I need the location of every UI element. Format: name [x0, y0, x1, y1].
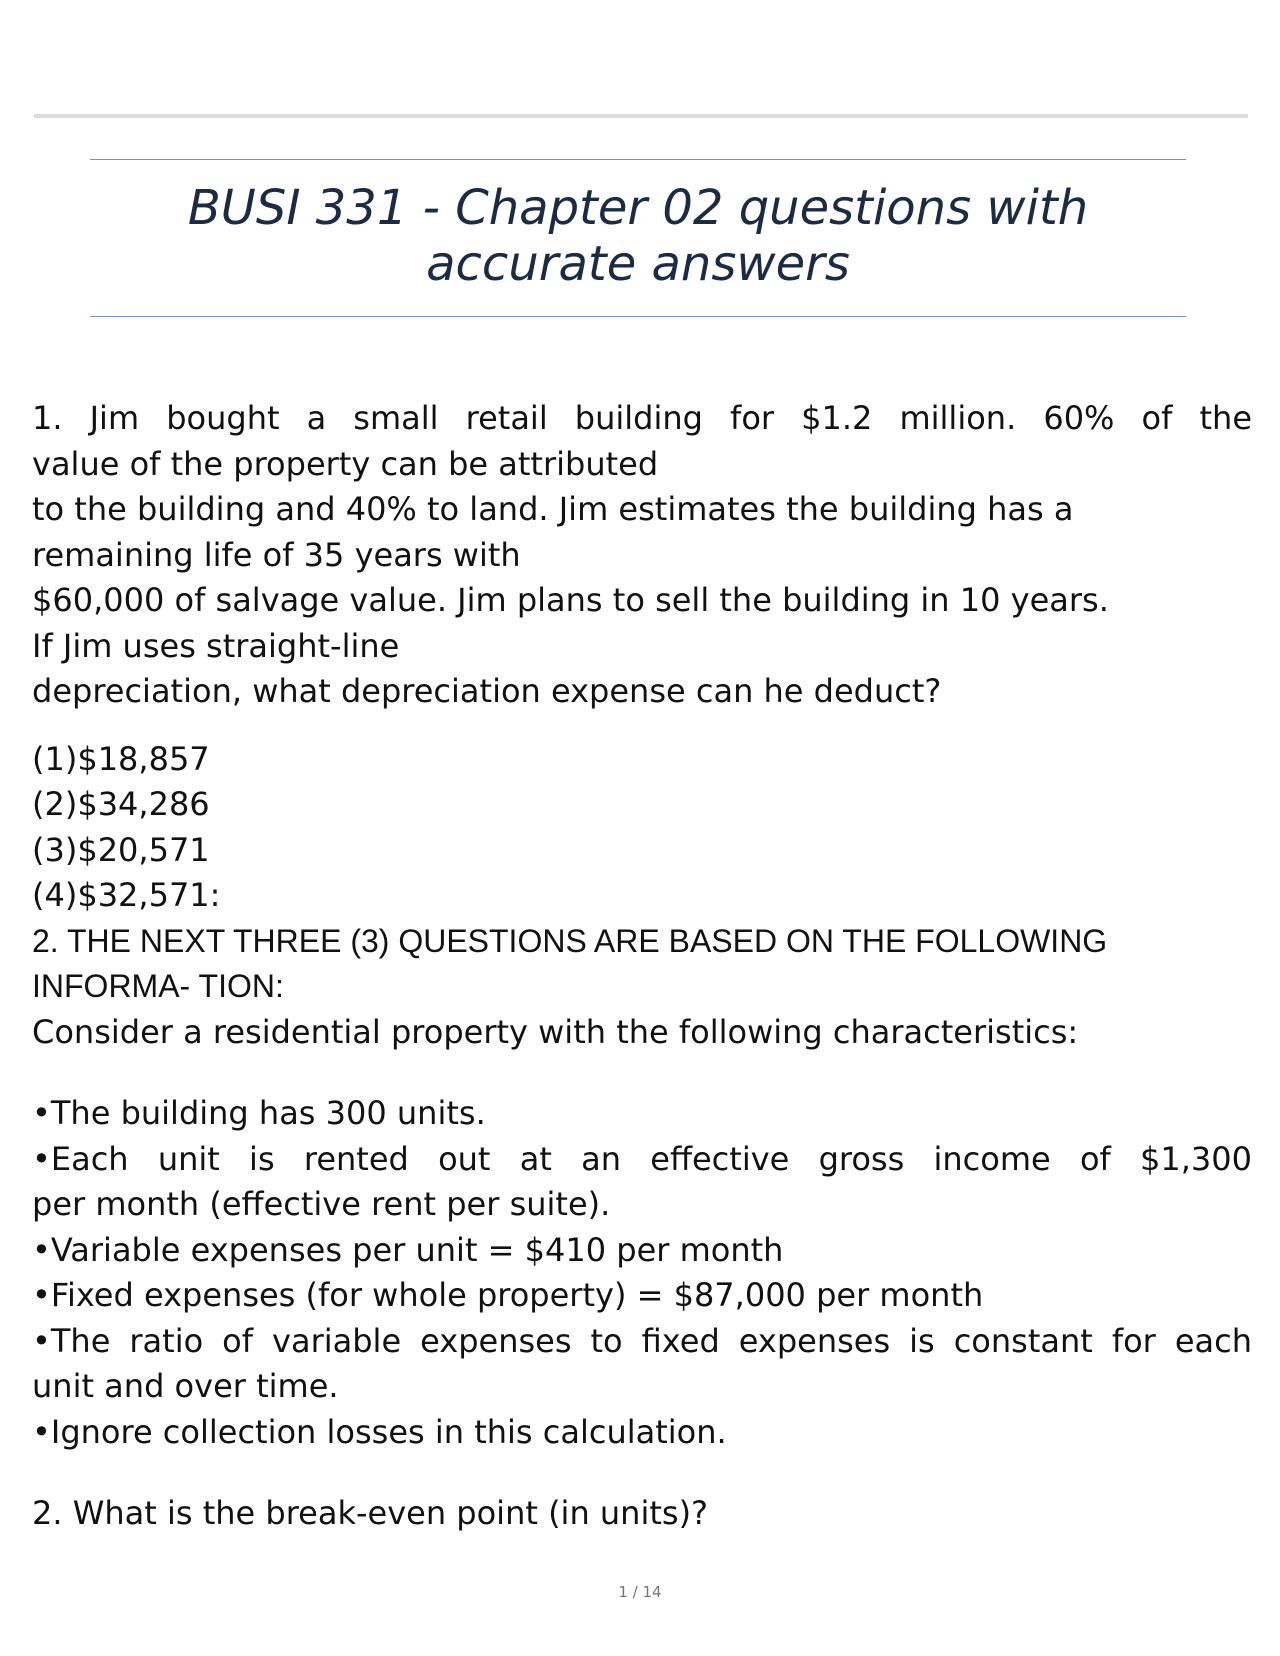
question-1-line: $60,000 of salvage value. Jim plans to sell the building in 10 years. — [32, 581, 1109, 619]
title-line-1: BUSI 331 - Chapter 02 questions with — [187, 180, 1089, 236]
question-1-line: depreciation, what depreciation expense can he deduct? — [32, 672, 942, 710]
question-2-intro: Consider a residential property with the following characteristics: — [32, 1012, 1079, 1051]
list-item: per month (effective rent per suite). — [32, 1185, 611, 1223]
document-title — [130, 180, 1146, 292]
list-item: •The ratio of variable expenses to fixed expenses is constant for each — [32, 1321, 1252, 1360]
question-1-line: remaining life of 35 years with — [32, 535, 521, 574]
question-2 — [32, 919, 1252, 1537]
question-1-line: 1. Jim bought a small retail building for $1.2 million. 60% of the — [32, 399, 1252, 437]
answer-option: (1)$18,857 — [32, 739, 210, 778]
answer-option: (2)$34,286 — [32, 785, 210, 823]
question-2-prompt: 2. What is the break-even point (in units)? — [32, 1494, 709, 1532]
question-1-line: value of the property can be attributed — [32, 444, 659, 483]
document-body — [32, 396, 1252, 1537]
answer-option: (4)$32,571: — [32, 876, 221, 914]
answer-option: (3)$20,571 — [32, 830, 210, 869]
title-line-2: accurate answers — [426, 236, 850, 292]
spacer — [32, 1055, 1252, 1091]
question-2-header: 2. THE NEXT THREE (3) QUESTIONS ARE BASED ON THE FOLLOWING — [32, 922, 1108, 959]
list-item: unit and over time. — [32, 1367, 339, 1405]
list-item: •Variable expenses per unit = $410 per month — [32, 1230, 784, 1269]
list-item: •The building has 300 units. — [32, 1094, 486, 1132]
title-block — [90, 159, 1186, 317]
page-top-divider — [34, 114, 1248, 118]
list-item: •Each unit is rented out at an effective gross income of $1,300 — [32, 1139, 1252, 1178]
list-item: •Fixed expenses (for whole property) = $87,000 per month — [32, 1276, 984, 1314]
question-1-options — [32, 737, 1252, 919]
list-item: •Ignore collection losses in this calculation. — [32, 1412, 727, 1451]
question-1-line: If Jim uses straight-line — [32, 626, 400, 665]
page-number: 1 / 14 — [618, 1583, 662, 1601]
question-2-header: INFORMA- TION: — [32, 968, 284, 1004]
question-1-line: to the building and 40% to land. Jim estimates the building has a — [32, 490, 1074, 528]
property-characteristics-list — [32, 1091, 1252, 1455]
question-1 — [32, 396, 1252, 919]
spacer — [32, 1455, 1252, 1491]
spacer — [32, 715, 1252, 737]
